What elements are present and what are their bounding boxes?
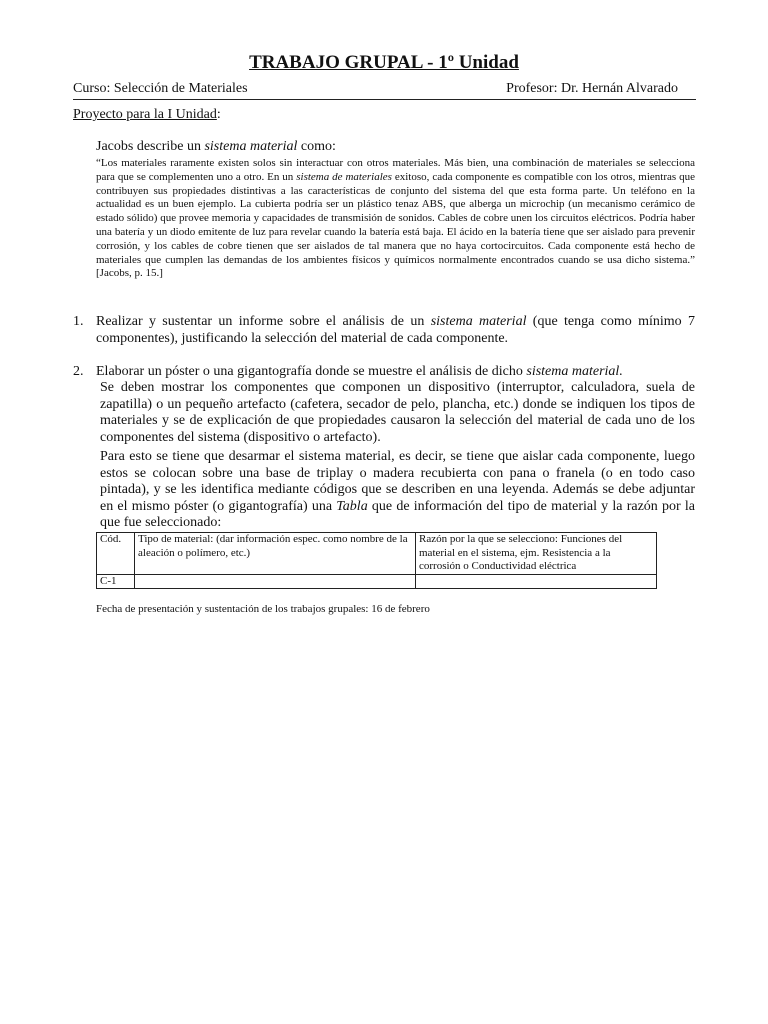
- materials-table: [96, 532, 657, 589]
- table-header-cell: Tipo de material: (dar información espec. como nombre de la aleación o polímero, etc.): [135, 533, 416, 575]
- project-heading-colon: :: [216, 107, 221, 122]
- task-item-1: [73, 314, 695, 347]
- document-title: TRABAJO GRUPAL - 1º Unidad: [249, 52, 519, 73]
- course-name: Curso: Selección de Materiales: [73, 81, 248, 96]
- task-number: 2.: [73, 364, 84, 379]
- table-header-cell: Cód.: [97, 533, 135, 575]
- quote-term: sistema de materiales: [296, 170, 392, 183]
- jacobs-quote: “Los materiales raramente existen solos sin interactuar con otros materiales. Más bien, una combinación de materiales se selecciona para que se complementen uno a otro. En un sistema de materiales exitoso, cada componente es compatible con los otros, mientras que contribuyen sus propiedades distintivas a las características de conjunto del sistema del que esta forma parte. Un teléfono en la actualidad es un buen ejemplo. La cubierta podría ser un plástico tenaz ABS, que alberga un microchip (un mecanismo cerámico de estado sólido) que provee memoria y capacidades de transmisión de sonidos. Cables de cobre unen los circuitos eléctricos. Podría haber una batería y un diodo emitente de luz para revelar cuando la batería está baja. El ácido en la batería tiene que ser aislado para prevenir corrosión, y los cables de cobre tienen que ser aislados de tal manera que no haya cortocircuitos. Cada componente está hecho de materiales que cumplen las demandas de los ambientes físicos y químicos normalmente encontrados cuando se usa dicho sistema.” [Jacobs, p. 15.]: [96, 157, 695, 280]
- task-item-2: [73, 364, 695, 381]
- task-2-paragraph-1: Se deben mostrar los componentes que componen un dispositivo (interruptor, calculadora, suela de zapatilla) o un pequeño artefacto (cafetera, secador de pelo, plancha, etc.) donde se indiquen los tipos de materiales y se de explicación de que propiedades causaron la selección del material de cada uno de los componentes del sistema (dispositivo o artefacto).: [100, 380, 695, 445]
- table-header-row: [97, 533, 657, 575]
- project-heading-text: Proyecto para la I Unidad: [73, 107, 217, 122]
- task-number: 1.: [73, 314, 84, 329]
- task-text: Realizar y sustentar un informe sobre el análisis de un sistema material (que tenga como mínimo 7 componentes), justificando la selección del material de cada componente.: [96, 314, 695, 346]
- table-cell: [135, 574, 416, 589]
- project-heading: [73, 107, 221, 123]
- task-text: Elaborar un póster o una gigantografía donde se muestre el análisis de dicho sistema material.: [96, 364, 623, 379]
- presentation-date: Fecha de presentación y sustentación de los trabajos grupales: 16 de febrero: [96, 603, 430, 615]
- course-header-line: [73, 80, 696, 100]
- quote-intro-term: sistema material: [204, 139, 298, 154]
- table-cell: C-1: [97, 574, 135, 589]
- table-header-cell: Razón por la que se selecciono: Funciones del material en el sistema, ejm. Resistencia a la corrosión o Conductividad eléctrica: [416, 533, 657, 575]
- table-cell: [416, 574, 657, 589]
- table-row: [97, 574, 657, 589]
- quote-intro: Jacobs describe un sistema material como:: [96, 139, 336, 154]
- professor-name: Profesor: Dr. Hernán Alvarado: [506, 81, 678, 96]
- task-2-paragraph-2: Para esto se tiene que desarmar el sistema material, es decir, se tiene que aislar cada componente, luego estos se colocan sobre una base de triplay o madera recubierta con pana o franela (o en todo caso pintada), y se les identifica mediante códigos que se describen en una leyenda. Además se debe adjuntar en el mismo póster (o gigantografía) una Tabla que de información del tipo de material y la razón por la que fue seleccionado:: [100, 449, 695, 530]
